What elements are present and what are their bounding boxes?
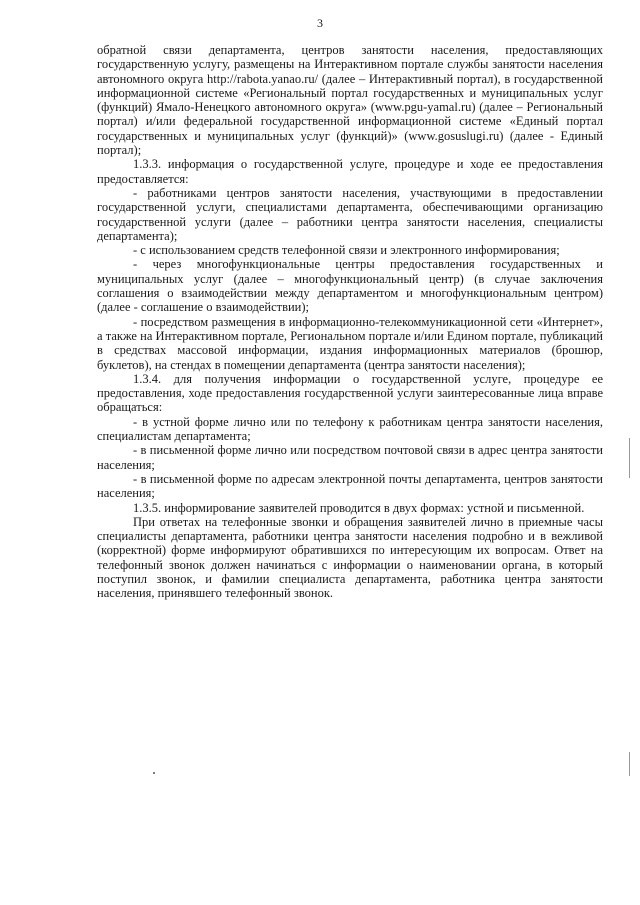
document-body bbox=[97, 43, 603, 601]
paragraph: 1.3.4. для получения информации о государственной услуге, процедуре ее предоставления, ходе предоставления государственной услуги заинтересованные лица вправе обращаться: bbox=[97, 371, 603, 415]
list-item: - работниками центров занятости населения, участвующими в предоставлении государственной услуги, специалистами департамента, обеспечивающими организацию государственной услуги (далее – работники центра занятости населения, специалисты департамента); bbox=[97, 185, 603, 243]
scan-edge-mark bbox=[629, 438, 630, 478]
scan-edge-mark bbox=[629, 752, 630, 776]
list-item: - в письменной форме по адресам электронной почты департамента, центров занятости населения; bbox=[97, 471, 603, 501]
list-item: - через многофункциональные центры предоставления государственных и муниципальных услуг (далее – многофункциональный центр) (в случае заключения соглашения о взаимодействии между департаментом и многофункциональным центром) (далее - соглашение о взаимодействии); bbox=[97, 257, 603, 315]
page-number: 3 bbox=[317, 16, 323, 30]
list-item: - с использованием средств телефонной связи и электронного информирования; bbox=[133, 243, 560, 258]
list-item: - в письменной форме лично или посредством почтовой связи в адрес центра занятости населения; bbox=[97, 443, 603, 472]
list-item: - в устной форме лично или по телефону к работникам центра занятости населения, специалистам департамента; bbox=[97, 414, 603, 444]
scan-speck bbox=[153, 772, 155, 774]
paragraph: 1.3.5. информирование заявителей проводится в двух формах: устной и письменной. bbox=[133, 500, 585, 515]
list-item: - посредством размещения в информационно-телекоммуникационной сети «Интернет», а также на Интерактивном портале, Региональном портале и/или Едином портале, публикаций в средствах массовой информации, издания информационных материалов (брошюр, буклетов), на стендах в помещении департамента (центра занятости населения); bbox=[97, 314, 603, 372]
paragraph: 1.3.3. информация о государственной услуге, процедуре и ходе ее предоставления предоставляется: bbox=[97, 157, 603, 186]
paragraph: При ответах на телефонные звонки и обращения заявителей лично в приемные часы специалисты департамента, работники центра занятости населения подробно и в вежливой (корректной) форме информируют обратившихся по интересующим их вопросам. Ответ на телефонный звонок должен начинаться с информации о наименовании органа, в который поступил звонок, и фамилии специалиста департамента, работника центра занятости населения, принявшего телефонный звонок. bbox=[97, 514, 603, 601]
paragraph: обратной связи департамента, центров занятости населения, предоставляющих государственную услугу, размещены на Интерактивном портале службы занятости населения автономного округа http://rabota.yanao.ru/ (далее – Интерактивный портал), в государственной информационной системе «Региональный портал государственных и муниципальных услуг (функций) Ямало-Ненецкого автономного округа» (www.pgu-yamal.ru) (далее – Региональный портал) и/или федеральной государственной информационной системе «Единый портал государственных и муниципальных услуг (функций)» (www.gosuslugi.ru) (далее - Единый портал); bbox=[97, 43, 603, 158]
